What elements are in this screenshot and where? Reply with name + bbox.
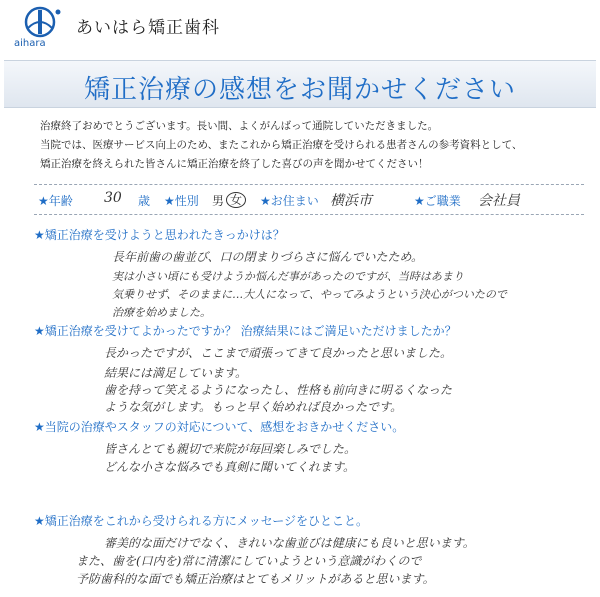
question-1: ★矯正治療を受けようと思われたきっかけは？ bbox=[34, 228, 285, 242]
age-label: ★年齢 bbox=[38, 194, 73, 208]
intro-line: 矯正治療を終えられた皆さんに矯正治療を終了した喜びの声を聞かせてください！ bbox=[40, 158, 429, 170]
job-label: ★ご職業 bbox=[414, 194, 461, 208]
answer-2-line: ような気がします。もっと早く始めれば良かったです。 bbox=[104, 400, 403, 414]
answer-1-line: 長年前歯の歯並び、口の閉まりづらさに悩んでいたため。 bbox=[112, 250, 424, 264]
answer-2-line: 長かったですが、ここまで頑張ってきて良かったと思いました。 bbox=[104, 346, 453, 360]
gender-female: 女 bbox=[226, 192, 246, 208]
intro-text bbox=[40, 117, 580, 174]
intro-line: 当院では、医療サービス向上のため、またこれから矯正治療を受けられる患者さんの参考資料として、 bbox=[40, 139, 523, 151]
answer-3-line: どんな小さな悩みでも真剣に聞いてくれます。 bbox=[104, 460, 356, 474]
answer-1-line: 治療を始めました。 bbox=[112, 306, 211, 319]
intro-line: 治療終了おめでとうございます。長い間、よくがんばって通院していただきました。 bbox=[40, 120, 439, 132]
clinic-logo bbox=[14, 6, 74, 54]
answer-2-line: 歯を持って笑えるようになったし、性格も前向きに明るくなった bbox=[104, 383, 453, 397]
answer-4-line: 予防歯科的な面でも矯正治療はとてもメリットがあると思います。 bbox=[76, 572, 435, 586]
gender-label: ★性別 bbox=[164, 194, 199, 208]
address-value: 横浜市 bbox=[330, 193, 372, 209]
age-unit: 歳 bbox=[138, 194, 151, 208]
answer-4-line: また、歯を(口内を)常に清潔にしていようという意識がわくので bbox=[76, 554, 422, 568]
profile-row bbox=[34, 192, 584, 212]
answer-4-line: 審美的な面だけでなく、きれいな歯並びは健康にも良いと思います。 bbox=[104, 536, 475, 550]
page-title: 矯正治療の感想をお聞かせください bbox=[83, 75, 516, 105]
clinic-name: あいはら矯正歯科 bbox=[76, 18, 220, 38]
question-3: ★当院の治療やスタッフの対応について、感想をおきかせください。 bbox=[34, 420, 405, 434]
divider bbox=[34, 184, 584, 185]
question-4: ★矯正治療をこれから受けられる方にメッセージをひとこと。 bbox=[34, 514, 369, 528]
divider bbox=[34, 214, 584, 215]
age-value: 30 bbox=[104, 190, 122, 206]
answer-1-line: 実は小さい頃にも受けようか悩んだ事があったのですが、当時はあまり bbox=[112, 270, 464, 283]
answer-3-line: 皆さんとても親切で来院が毎回楽しみでした。 bbox=[104, 442, 357, 456]
gender-male: 男 bbox=[212, 194, 225, 208]
title-band bbox=[4, 60, 596, 108]
address-label: ★お住まい bbox=[260, 194, 319, 208]
logo-mark-icon bbox=[14, 6, 74, 40]
logo-text: aihara bbox=[14, 38, 46, 49]
question-2: ★矯正治療を受けてよかったですか？ 治療結果にはご満足いただけましたか？ bbox=[34, 324, 457, 338]
job-value: 会社員 bbox=[478, 193, 520, 209]
answer-1-line: 気乗りせず、そのままに…大人になって、やってみようという決心がついたので bbox=[112, 288, 507, 301]
answer-2-line: 結果には満足しています。 bbox=[104, 366, 248, 380]
